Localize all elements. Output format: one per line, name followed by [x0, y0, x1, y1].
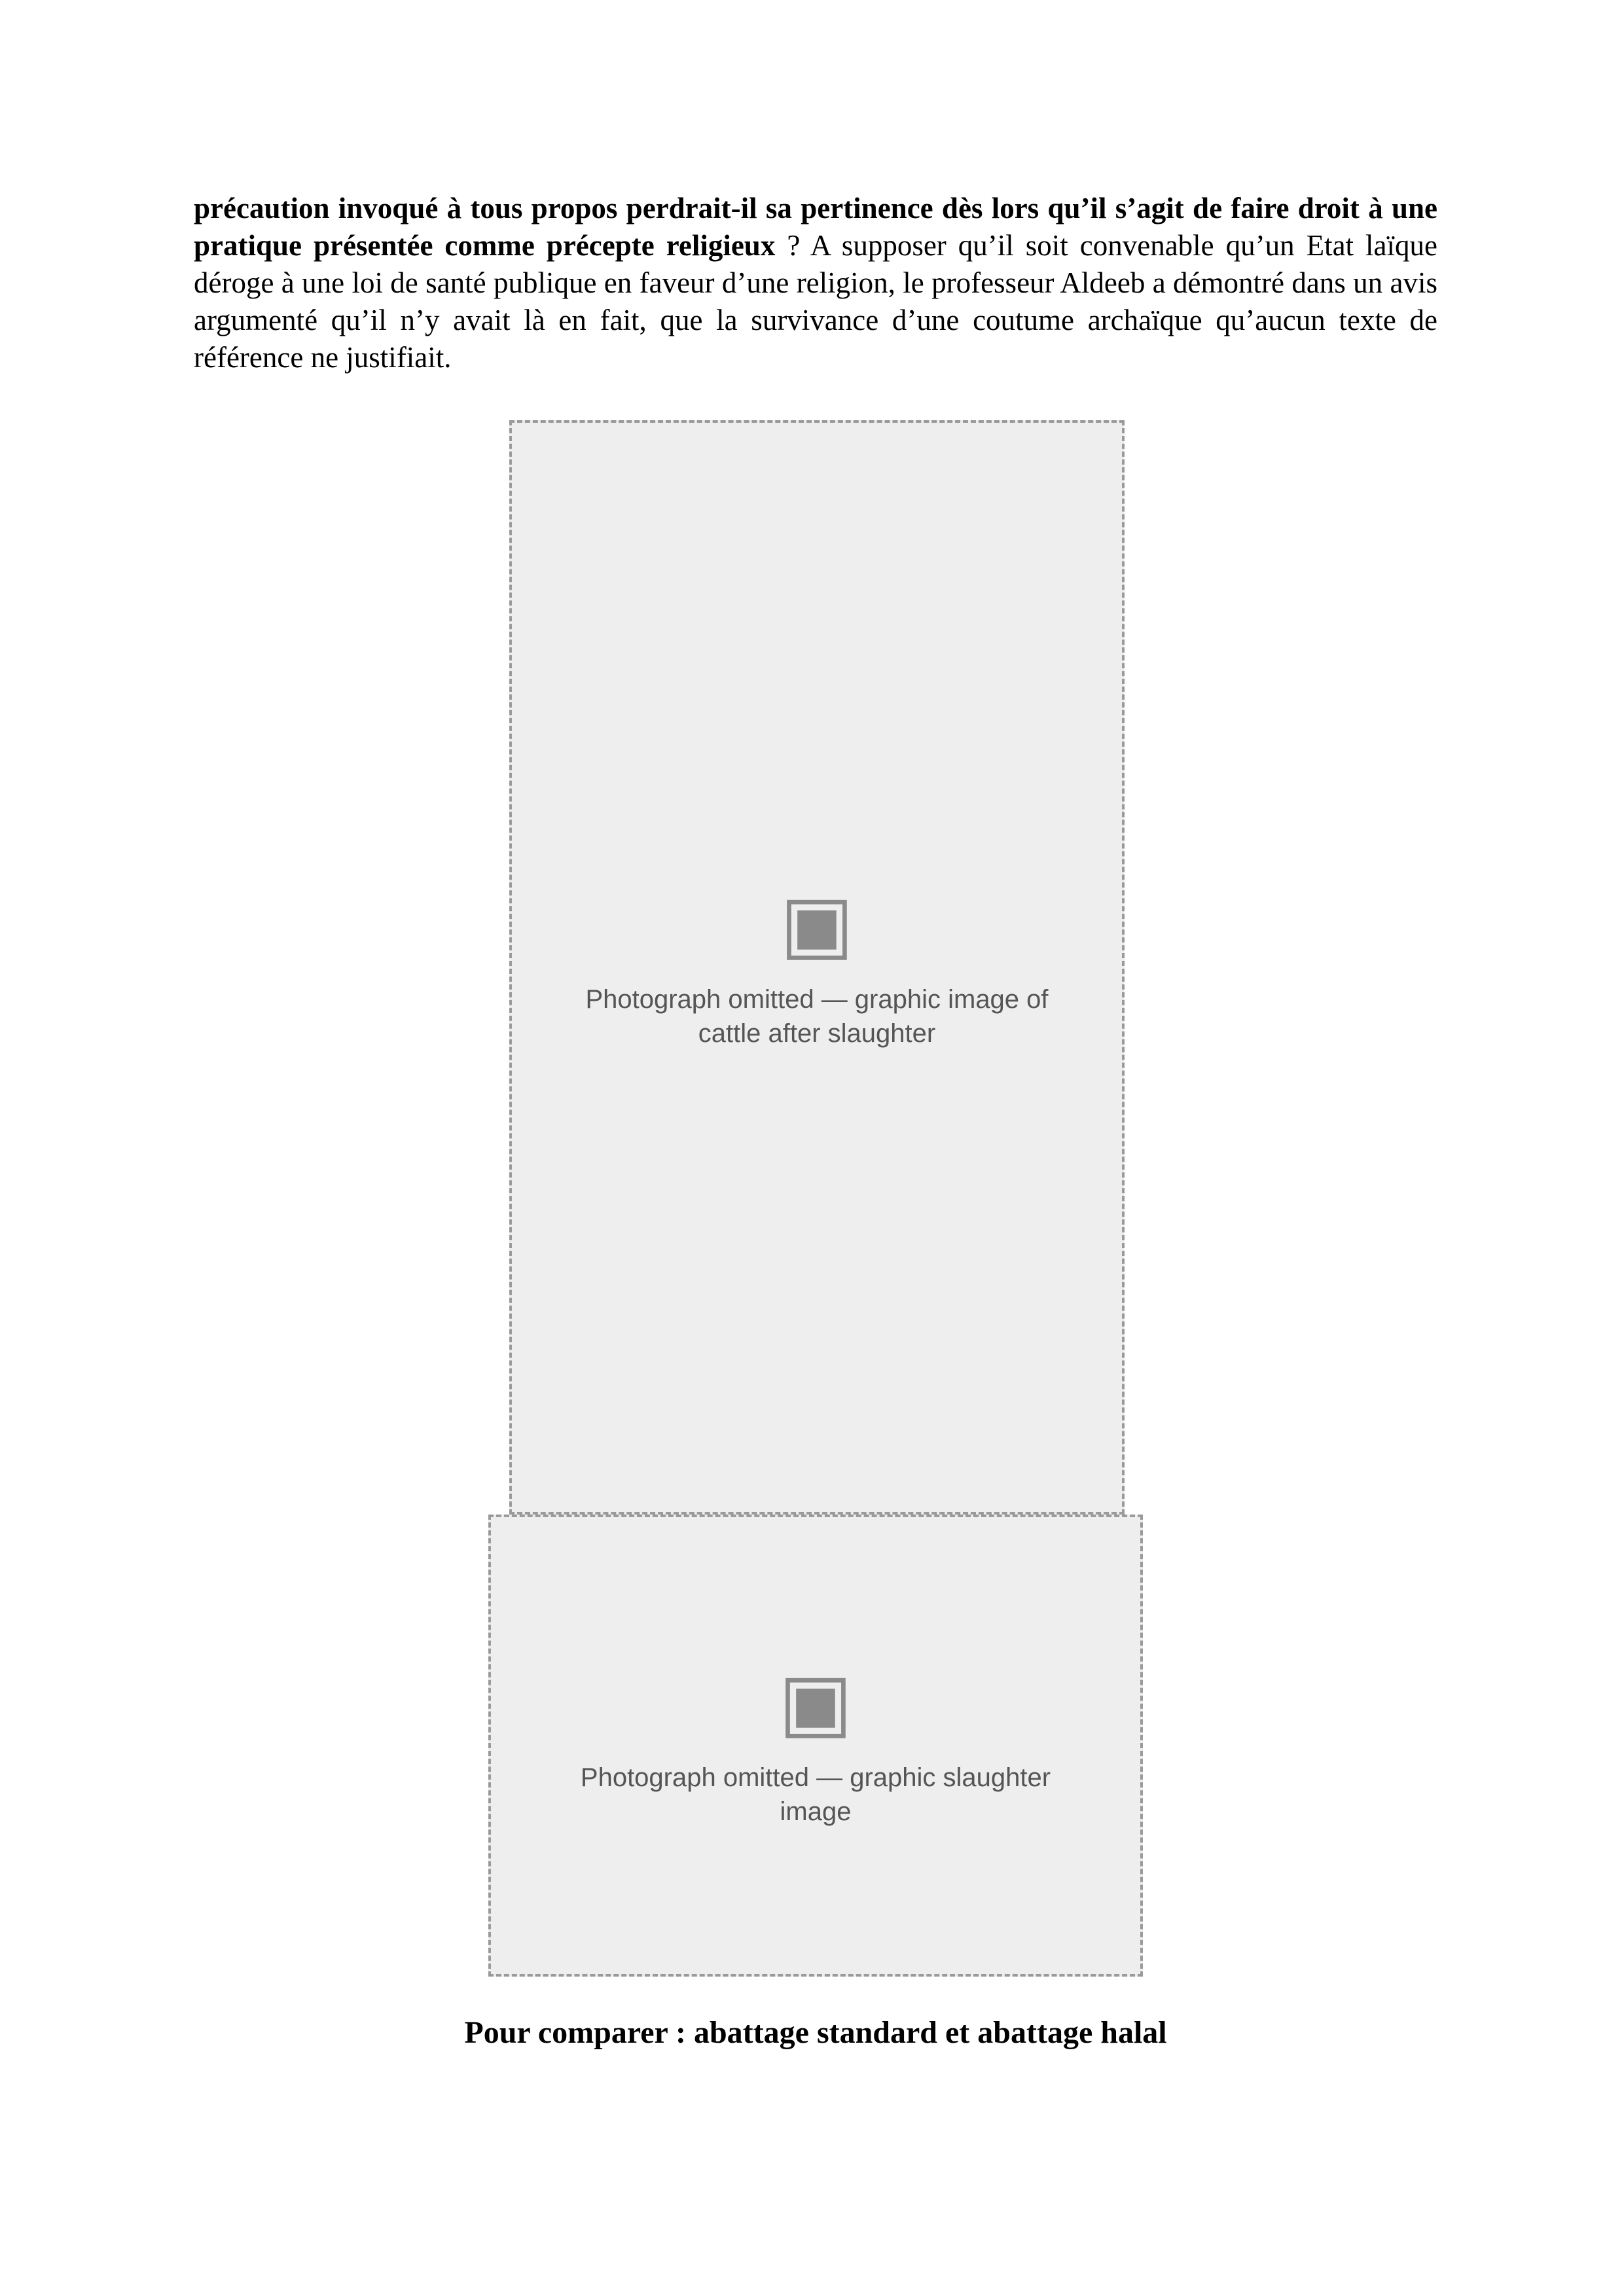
- image-placeholder-icon: ▣: [778, 1658, 853, 1746]
- figure-bottom-note: Photograph omitted — graphic slaughter image: [580, 1763, 1051, 1826]
- figure-bottom-placeholder: [488, 1515, 1143, 1977]
- bold-text: précaution invoqué à tous propos perdrait-il sa pertinence dès lors qu’il s’agit de faire droit à une pratique présentée comme précepte religieux: [194, 192, 1437, 262]
- figure-top-note: Photograph omitted — graphic image of cattle after slaughter: [585, 985, 1049, 1048]
- body-paragraph: [194, 190, 1437, 376]
- image-placeholder-icon: ▣: [780, 880, 854, 967]
- figure-caption: Pour comparer : abattage standard et abattage halal: [464, 2015, 1167, 2050]
- figure-top-placeholder: [509, 420, 1125, 1515]
- regular-text: ? A supposer qu’il soit convenable qu’un Etat laïque déroge à une loi de santé publique en faveur d’une religion, le professeur Aldeeb a démontré dans un avis argumenté qu’il n’y avait là en fait, que la survivance d’une coutume archaïque qu’aucun texte de référence ne justifiait.: [194, 229, 1437, 374]
